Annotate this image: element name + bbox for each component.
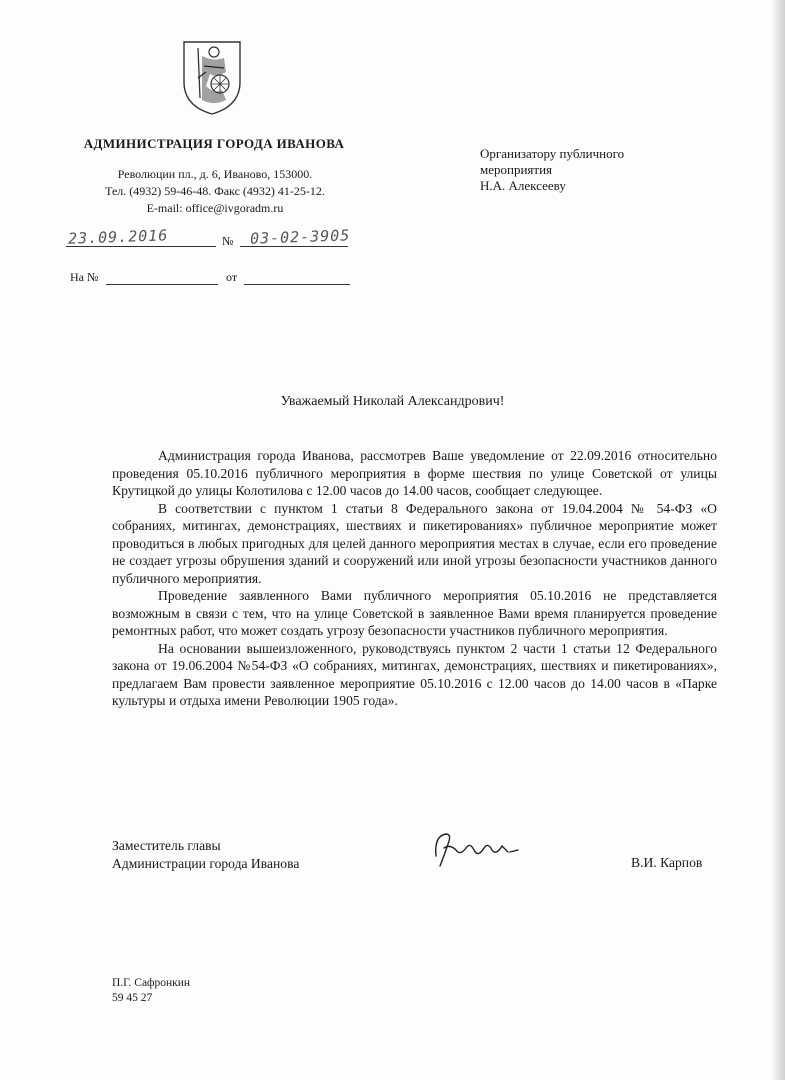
city-emblem-icon — [180, 38, 244, 116]
scan-edge-shadow — [771, 0, 785, 1080]
organization-name: АДМИНИСТРАЦИЯ ГОРОДА ИВАНОВА — [83, 136, 345, 151]
signatory-title — [112, 837, 299, 872]
body-paragraph: Администрация города Иванова, рассмотрев Ваше уведомление от 22.09.2016 относительно проведения 05.10.2016 публичного мероприятия в форме шествия по улице Советской от улицы Крутицкой до улицы Колотилова с 12.00 часов до 14.00 часов, сообщает следующее. — [112, 448, 717, 498]
executor-name: П.Г. Сафронкин — [112, 977, 191, 989]
executor-block — [112, 976, 190, 1006]
recipient-name: Н.А. Алексееву — [480, 178, 566, 193]
greeting: Уважаемый Николай Александрович! — [280, 394, 505, 409]
date-underline — [66, 246, 216, 247]
body-paragraph: На основании вышеизложенного, руководствуясь пунктом 2 части 1 статьи 12 Федерального закона от 19.06.2004 №54-ФЗ «О собраниях, митингах, демонстрациях, шествиях и пикетированиях», предлагаем Вам провести заявленное мероприятие 05.10.2016 с 12.00 часов до 14.00 часов в «Парке культуры и отдыха имени Революции 1905 года». — [112, 640, 717, 708]
recipient-line: мероприятия — [480, 162, 553, 177]
number-underline — [240, 246, 348, 247]
organization-address: Революции пл., д. 6, Иваново, 153000. — [117, 167, 313, 181]
registration-date: 23.09.2016 — [67, 226, 169, 248]
recipient-line: Организатору публичного — [480, 146, 625, 161]
body-paragraph: Проведение заявленного Вами публичного мероприятия 05.10.2016 не представляется возможным в связи с тем, что на улице Советской в заявленное Вами время планируется проведение ремонтных работ, что может создать угрозу безопасности участников публичного мероприятия. — [112, 588, 717, 638]
reference-date-label: от — [226, 270, 238, 284]
reference-number-underline — [106, 284, 218, 285]
reference-date-underline — [244, 284, 350, 285]
number-sign: № — [222, 234, 234, 248]
signatory-title-line: Администрации города Иванова — [112, 855, 300, 871]
signatory-title-line: Заместитель главы — [112, 838, 221, 853]
signatory-name: В.И. Карпов — [631, 855, 703, 870]
body-paragraph: В соответствии с пунктом 1 статьи 8 Федерального закона от 19.04.2004 № 54-ФЗ «О собраниях, митингах, демонстрациях, шествиях и пикетированиях» публичное мероприятие может проводиться в любых пригодных для целей данного мероприятия местах в случае, если его проведение не создает угрозы обрушения зданий и сооружений или иной угрозы безопасности участников данного публичного мероприятия. — [112, 500, 717, 586]
registration-number: 03-02-3905 — [249, 226, 351, 248]
organization-phones: Тел. (4932) 59-46-48. Факс (4932) 41-25-12. — [105, 184, 325, 198]
letter-body — [112, 447, 717, 710]
executor-phone: 59 45 27 — [112, 992, 153, 1004]
reference-number-label: На № — [70, 270, 99, 284]
recipient-block — [480, 146, 624, 194]
handwritten-signature-icon — [430, 826, 522, 874]
organization-email: E-mail: office@ivgoradm.ru — [146, 201, 284, 215]
